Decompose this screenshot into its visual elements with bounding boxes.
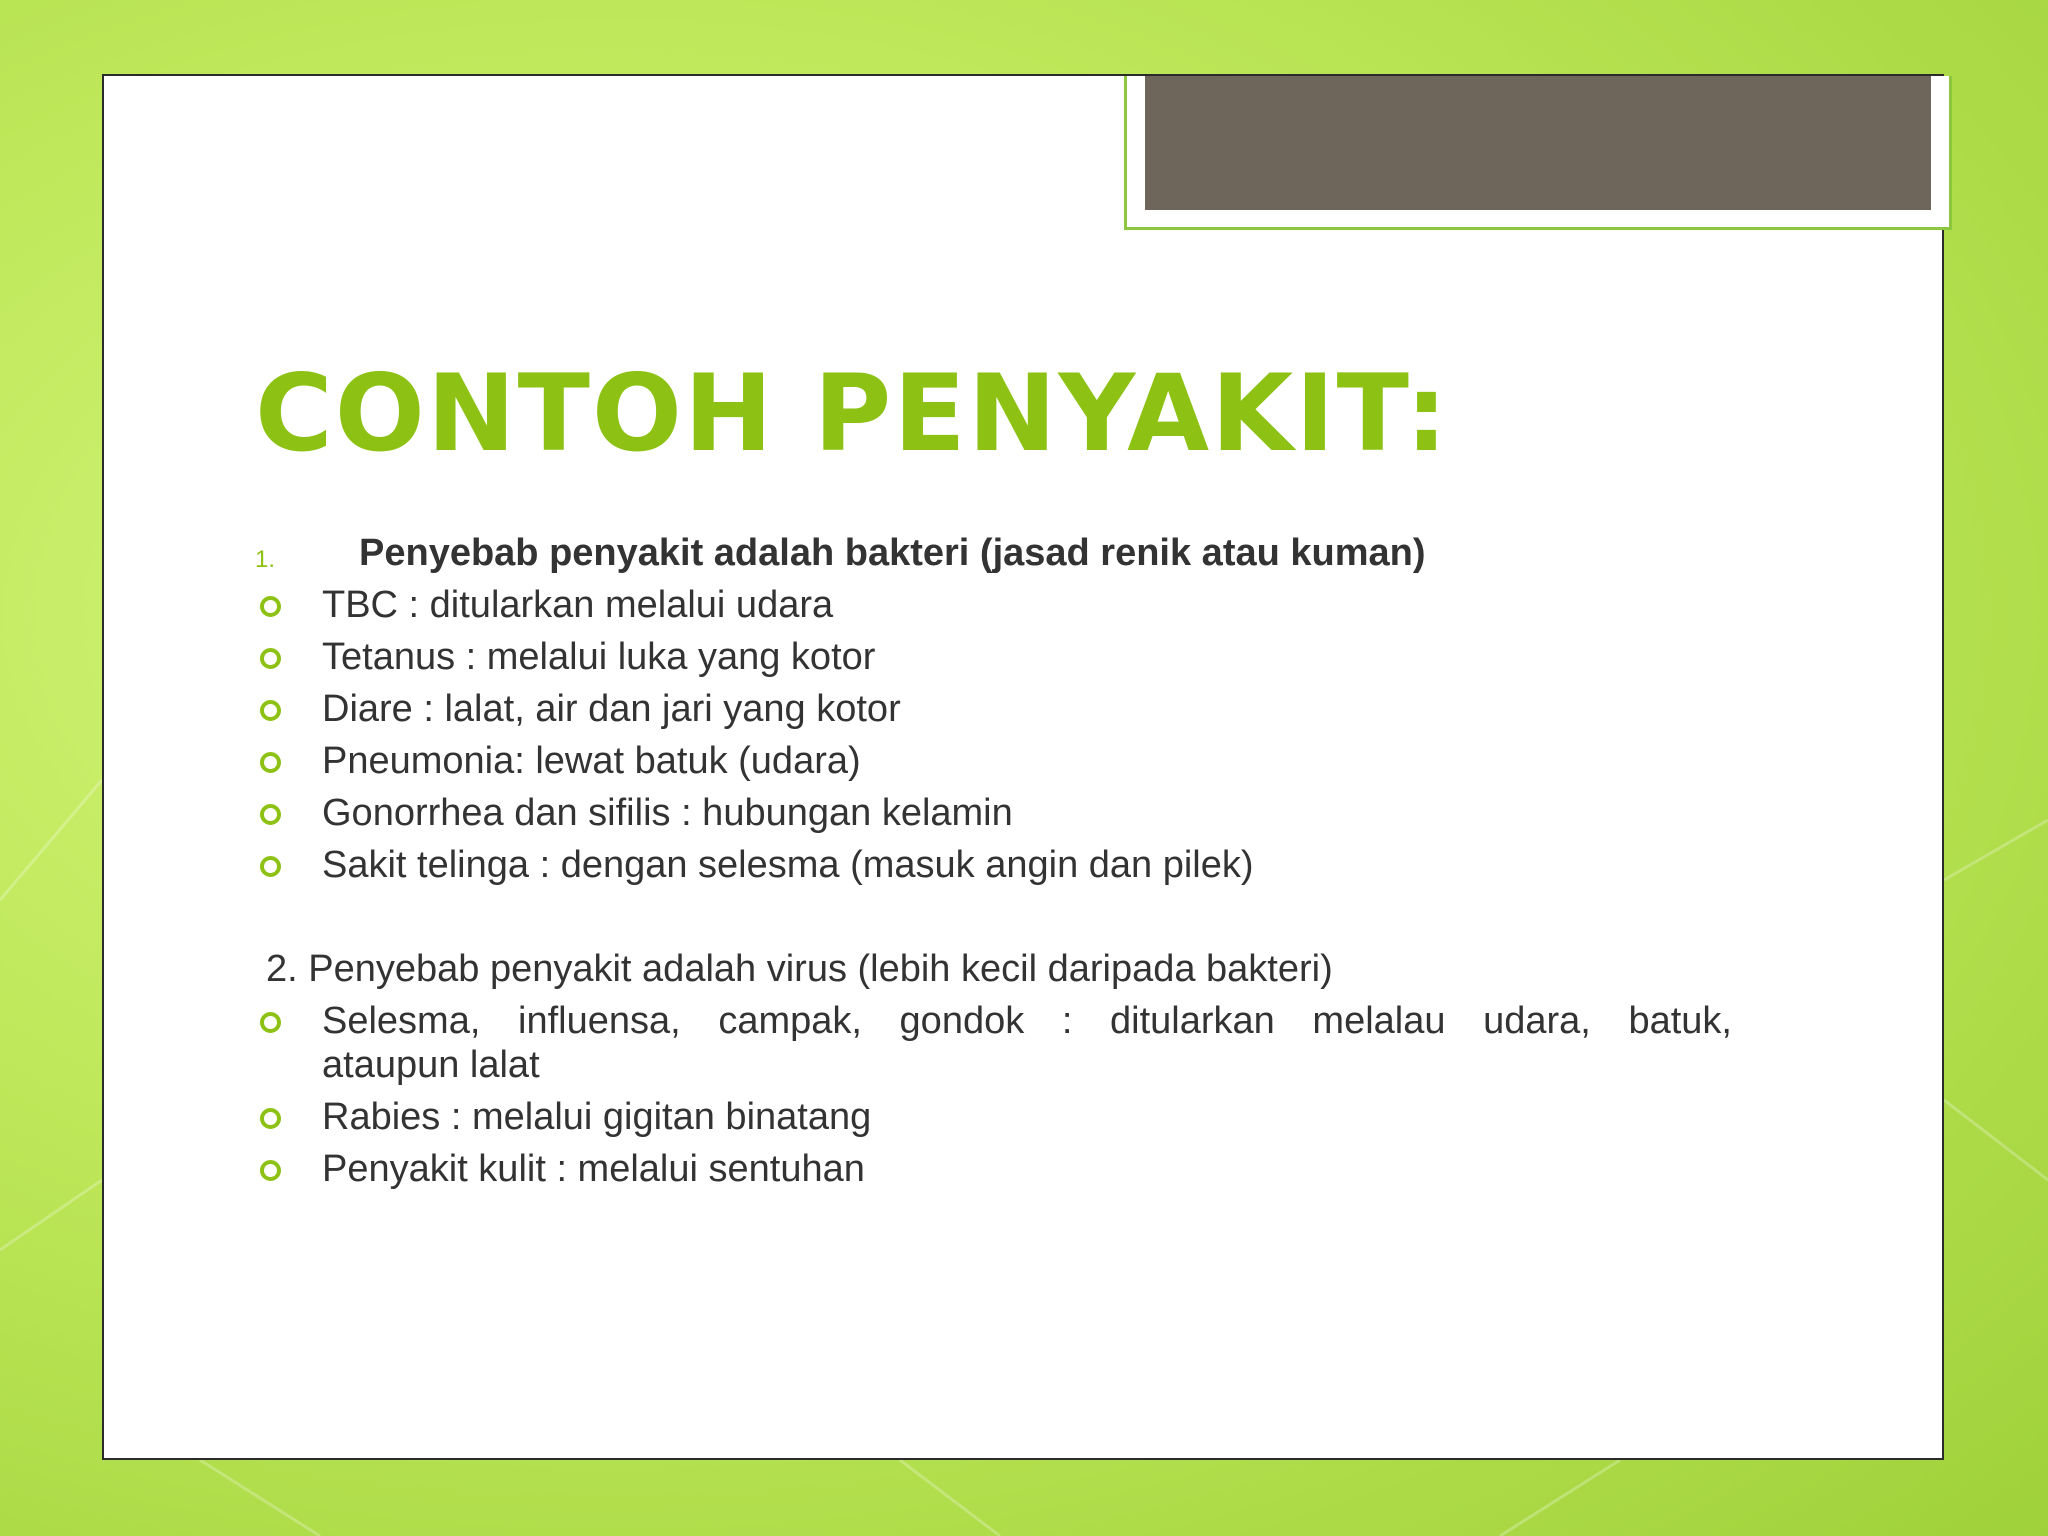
section1-heading-row xyxy=(0,532,2048,580)
bullet-icon xyxy=(260,1012,281,1033)
list-item xyxy=(0,584,2048,632)
list-item-text: Selesma, influensa, campak, gondok : ditularkan melalau udara, batuk, xyxy=(322,1000,1732,1042)
list-item-text: Tetanus : melalui luka yang kotor xyxy=(322,636,876,678)
list-item-text: Diare : lalat, air dan jari yang kotor xyxy=(322,688,901,730)
bullet-icon xyxy=(260,752,281,773)
list-item-text: Pneumonia: lewat batuk (udara) xyxy=(322,740,861,782)
bullet-icon xyxy=(260,648,281,669)
list-item-text: Gonorrhea dan sifilis : hubungan kelamin xyxy=(322,792,1013,834)
list-item-text: Penyakit kulit : melalui sentuhan xyxy=(322,1148,865,1190)
list-item-text: TBC : ditularkan melalui udara xyxy=(322,584,834,626)
bullet-icon xyxy=(260,700,281,721)
list-item-text: Sakit telinga : dengan selesma (masuk angin dan pilek) xyxy=(322,844,1254,886)
list-item-text: ataupun lalat xyxy=(322,1044,540,1086)
bullet-icon xyxy=(260,1108,281,1129)
header-tab-fill xyxy=(1145,76,1931,210)
list-item xyxy=(0,844,2048,892)
list-item-continuation xyxy=(0,1044,2048,1092)
list-item xyxy=(0,792,2048,840)
section1-number: 1. xyxy=(255,546,276,573)
section2-heading: 2. Penyebab penyakit adalah virus (lebih kecil daripada bakteri) xyxy=(266,948,1333,990)
section2-heading-row xyxy=(0,948,2048,996)
bullet-icon xyxy=(260,804,281,825)
list-item xyxy=(0,740,2048,788)
list-item xyxy=(0,1000,2048,1048)
list-item xyxy=(0,688,2048,736)
section1-heading: Penyebab penyakit adalah bakteri (jasad renik atau kuman) xyxy=(359,532,1426,574)
list-item xyxy=(0,1148,2048,1196)
bullet-icon xyxy=(260,596,281,617)
list-item xyxy=(0,636,2048,684)
header-tab xyxy=(1124,76,1952,230)
bullet-icon xyxy=(260,856,281,877)
bullet-icon xyxy=(260,1160,281,1181)
slide-title: CONTOH PENYAKIT: xyxy=(255,352,1450,475)
list-item-text: Rabies : melalui gigitan binatang xyxy=(322,1096,872,1138)
list-item xyxy=(0,1096,2048,1144)
